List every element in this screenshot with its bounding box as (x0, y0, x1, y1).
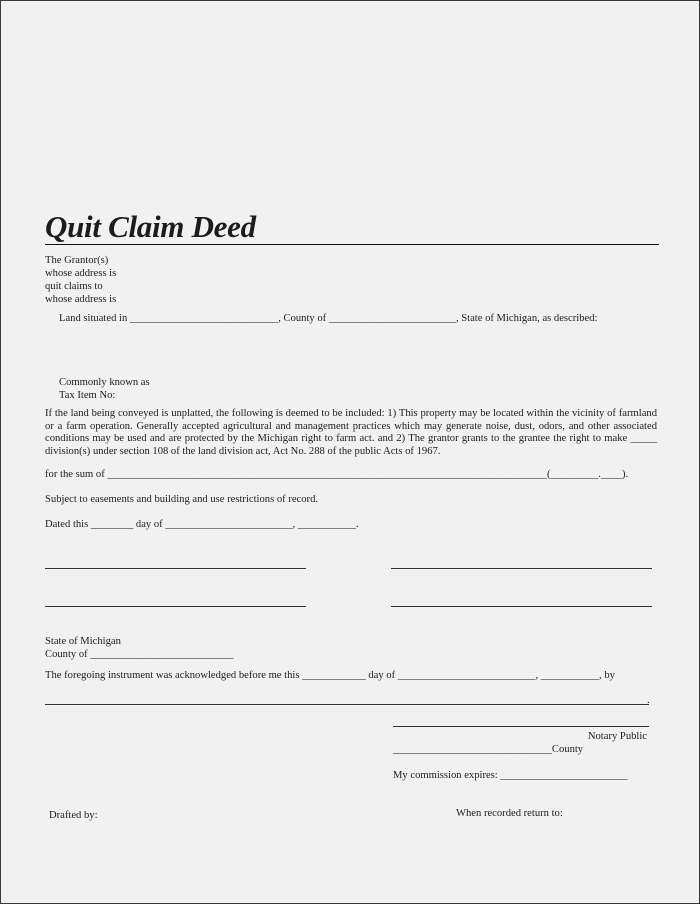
state-label: State of Michigan (45, 636, 121, 647)
easements-text: Subject to easements and building and use restrictions of record. (45, 494, 319, 505)
title-underline (45, 244, 659, 245)
notary-public-label: Notary Public (587, 731, 647, 742)
dated-line: Dated this ________ day of ________________________, ___________. (45, 519, 359, 530)
grantor-label: The Grantor(s) (45, 255, 109, 266)
notary-county-line: ______________________________County (393, 744, 584, 755)
drafted-by-label: Drafted by: (49, 810, 98, 821)
county-label: County of ___________________________ (45, 649, 234, 660)
document-title: Quit Claim Deed (45, 209, 256, 244)
signature-line (45, 606, 306, 607)
signature-line (45, 568, 306, 569)
land-situated-line: Land situated in ____________________________, County of ________________________, State of Michigan, as described: (59, 313, 598, 324)
tax-item-label: Tax Item No: (59, 390, 116, 401)
acknowledged-name-line (45, 704, 649, 705)
acknowledged-line: The foregoing instrument was acknowledged before me this ____________ day of __________________________, ___________, by (45, 670, 615, 681)
grantee-address-label: whose address is (45, 294, 117, 305)
farmland-paragraph: If the land being conveyed is unplatted, the following is deemed to be included: 1) This property may be located within the vicinity of farmland or a farm operation. Generally accepted agricultural and management practices which may generate noise, dust, odors, and other associated conditions may be used and are protected by the Michigan right to farm act. and 2) The grantor grants to the grantee the right to make _____ division(s) under section 108 of the land division act, Act No. 288 of the public Acts of 1967. (45, 408, 657, 457)
return-to-label: When recorded return to: (456, 808, 563, 819)
signature-line (391, 606, 652, 607)
grantor-address-label: whose address is (45, 268, 117, 279)
sum-line: for the sum of ___________________________________________________________________________________(_________.____). (45, 469, 629, 480)
commonly-known-label: Commonly known as (59, 377, 150, 388)
quit-claims-to-label: quit claims to (45, 281, 103, 292)
commission-expires-line: My commission expires: ________________________ (393, 770, 628, 781)
signature-line (391, 568, 652, 569)
acknowledged-period: . (647, 695, 650, 706)
notary-signature-line (393, 726, 649, 727)
